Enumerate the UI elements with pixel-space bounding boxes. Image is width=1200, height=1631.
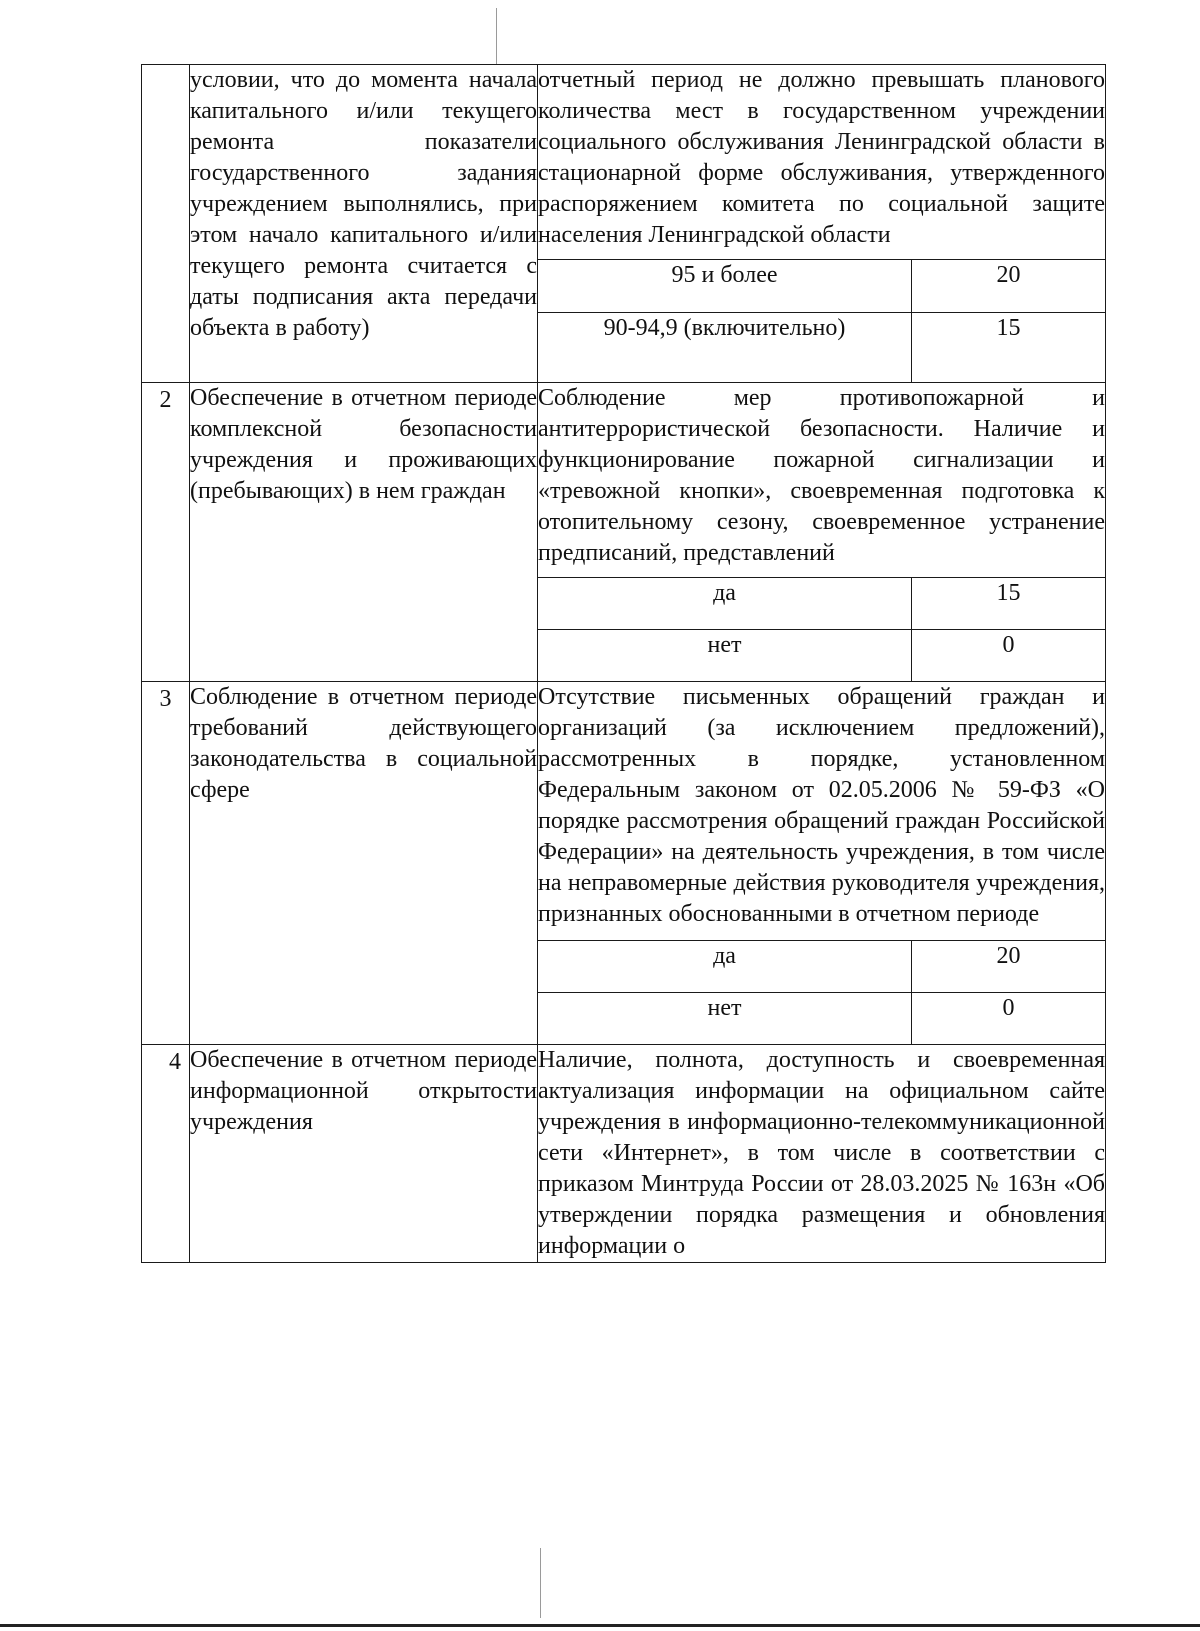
option-value: нет bbox=[538, 630, 912, 682]
option-points: 20 bbox=[912, 941, 1106, 993]
row-number-cell bbox=[142, 682, 190, 1045]
criterion-cell: Обеспечение в отчетном периоде информационной открытости учреждения bbox=[190, 1045, 538, 1263]
option-value: да bbox=[538, 941, 912, 993]
table-row bbox=[142, 65, 1106, 260]
row-number: 4 bbox=[169, 1049, 181, 1075]
option-points: 0 bbox=[912, 993, 1106, 1045]
row-number: 3 bbox=[159, 686, 172, 712]
scan-edge-line bbox=[0, 1624, 1200, 1627]
description-cell: Соблюдение мер противопожарной и антитеррористической безопасности. Наличие и функционирование пожарной сигнализации и «тревожной кнопки», своевременная подготовка к отопительному сезону, своевременное устранение предписаний, представлений bbox=[538, 383, 1106, 578]
row-number-cell bbox=[142, 383, 190, 682]
option-value: нет bbox=[538, 993, 912, 1045]
criterion-cell: Обеспечение в отчетном периоде комплексной безопасности учреждения и проживающих (пребывающих) в нем граждан bbox=[190, 383, 538, 682]
table-row bbox=[142, 682, 1106, 941]
description-cell: отчетный период не должно превышать планового количества мест в государственном учреждении социального обслуживания Ленинградской области в стационарной форме обслуживания, утвержденного распоряжением комитета по социальной защите населения Ленинградской области bbox=[538, 65, 1106, 260]
scan-mark bbox=[540, 1548, 541, 1618]
criterion-cell: Соблюдение в отчетном периоде требований действующего законодательства в социальной сфере bbox=[190, 682, 538, 1045]
option-value: 95 и более bbox=[538, 260, 912, 313]
option-points: 0 bbox=[912, 630, 1106, 682]
option-points: 20 bbox=[912, 260, 1106, 313]
option-points: 15 bbox=[912, 313, 1106, 383]
option-value: 90-94,9 (включительно) bbox=[538, 313, 912, 383]
row-number: 2 bbox=[159, 387, 172, 413]
criteria-table bbox=[141, 64, 1106, 1263]
table-row bbox=[142, 1045, 1106, 1263]
table-row bbox=[142, 383, 1106, 578]
criterion-cell: условии, что до момента начала капитального и/или текущего ремонта показатели государственного задания учреждением выполнялись, при этом начало капитального и/или текущего ремонта считается с даты подписания акта передачи объекта в работу) bbox=[190, 65, 538, 383]
option-value: да bbox=[538, 578, 912, 630]
row-number-cell bbox=[142, 1045, 190, 1263]
description-cell: Наличие, полнота, доступность и своевременная актуализация информации на официальном сайте учреждения в информационно-телекоммуникационной сети «Интернет», в том числе в соответствии с приказом Минтруда России от 28.03.2025 № 163н «Об утверждении порядка размещения и обновления информации о bbox=[538, 1045, 1106, 1263]
description-cell: Отсутствие письменных обращений граждан и организаций (за исключением предложений), рассмотренных в порядке, установленном Федеральным законом от 02.05.2006 № 59-ФЗ «О порядке рассмотрения обращений граждан Российской Федерации» на деятельность учреждения, в том числе на неправомерные действия руководителя учреждения, признанных обоснованными в отчетном периоде bbox=[538, 682, 1106, 941]
row-number-cell bbox=[142, 65, 190, 383]
option-points: 15 bbox=[912, 578, 1106, 630]
scan-mark bbox=[496, 8, 497, 64]
